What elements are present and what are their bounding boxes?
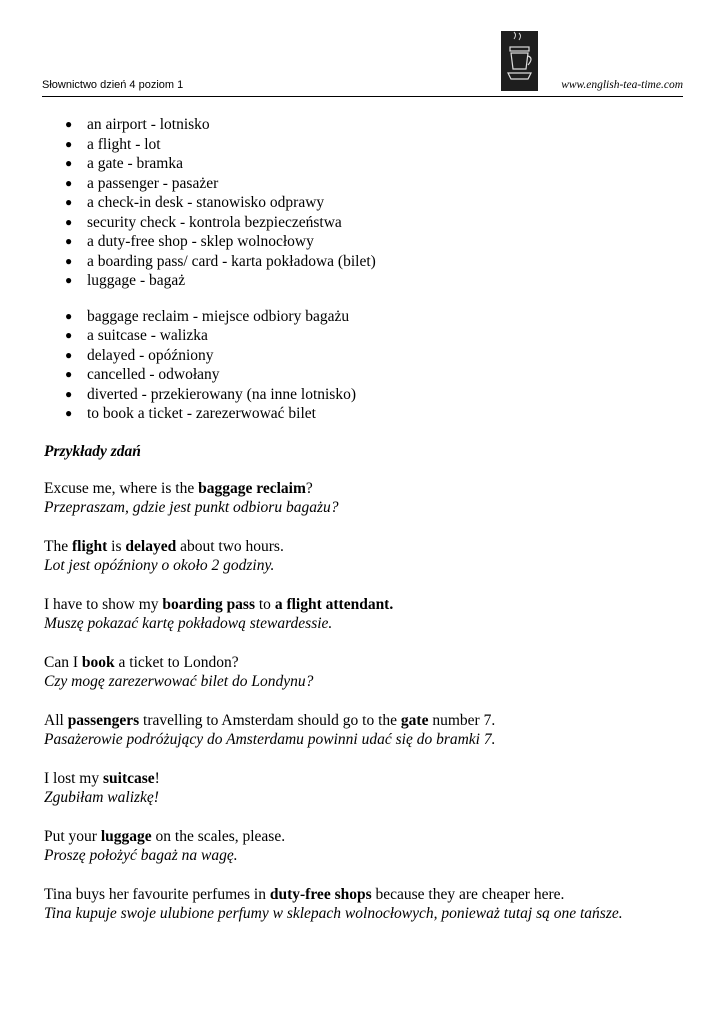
list-item: ● a check-in desk - stanowisko odprawy [65,194,325,211]
example-english: Excuse me, where is the baggage reclaim? [44,479,313,497]
example-english: I lost my suitcase! [44,769,160,787]
example-sentence [44,885,684,923]
list-item: ● luggage - bagaż [65,272,186,289]
example-sentence [44,711,684,749]
list-item: ● cancelled - odwołany [65,366,220,383]
page-header [42,0,683,98]
list-item: ● diverted - przekierowany (na inne lotnisko) [65,385,357,403]
example-sentence [44,769,684,807]
example-sentence [44,479,684,517]
example-polish: Proszę położyć bagaż na wagę. [44,846,238,864]
list-item: ● baggage reclaim - miejsce odbiory bagażu [65,307,350,325]
examples-section [44,479,684,923]
teacup-logo-icon [501,31,538,91]
list-item: ● security check - kontrola bezpieczeństwa [65,213,342,231]
list-item: ● a passenger - pasażer [65,174,219,192]
example-sentence [44,827,684,865]
list-item: ● a duty-free shop - sklep wolnocłowy [65,233,314,250]
example-polish: Przepraszam, gdzie jest punkt odbioru bagażu? [44,498,339,516]
example-polish: Pasażerowie podróżujący do Amsterdamu powinni udać się do bramki 7. [44,730,496,748]
example-polish: Czy mogę zarezerwować bilet do Londynu? [44,672,314,690]
list-item: ● a gate - bramka [65,155,183,172]
example-english: Can I book a ticket to London? [44,653,239,671]
list-item: ● a flight - lot [65,135,161,153]
header-divider [42,96,683,97]
examples-heading: Przykłady zdań [44,442,141,460]
example-polish: Zgubiłam walizkę! [44,788,159,806]
example-english: The flight is delayed about two hours. [44,537,284,555]
page-content [44,115,684,923]
example-english: Put your luggage on the scales, please. [44,827,286,845]
list-item: ● delayed - opóźniony [65,346,214,364]
example-polish: Lot jest opóźniony o około 2 godziny. [44,556,275,574]
vocabulary-list-2 [44,307,684,424]
example-sentence [44,653,684,691]
list-item: ● to book a ticket - zarezerwować bilet [65,405,316,422]
example-polish: Muszę pokazać kartę pokładową stewardessie. [44,614,333,632]
list-item: ● an airport - lotnisko [65,116,210,133]
example-english: I have to show my boarding pass to a flight attendant. [44,595,394,613]
example-english: All passengers travelling to Amsterdam should go to the gate number 7. [44,711,496,729]
header-website: www.english-tea-time.com [561,79,683,91]
list-item: ● a suitcase - walizka [65,327,208,344]
example-english: Tina buys her favourite perfumes in duty-free shops because they are cheaper here. [44,885,565,903]
example-polish: Tina kupuje swoje ulubione perfumy w sklepach wolnocłowych, ponieważ tutaj są one tańsze. [44,904,623,922]
example-sentence [44,595,684,633]
example-sentence [44,537,684,575]
header-title: Słownictwo dzień 4 poziom 1 [42,79,184,91]
list-item: ● a boarding pass/ card - karta pokładowa (bilet) [65,252,376,270]
vocabulary-list-1 [44,115,684,291]
